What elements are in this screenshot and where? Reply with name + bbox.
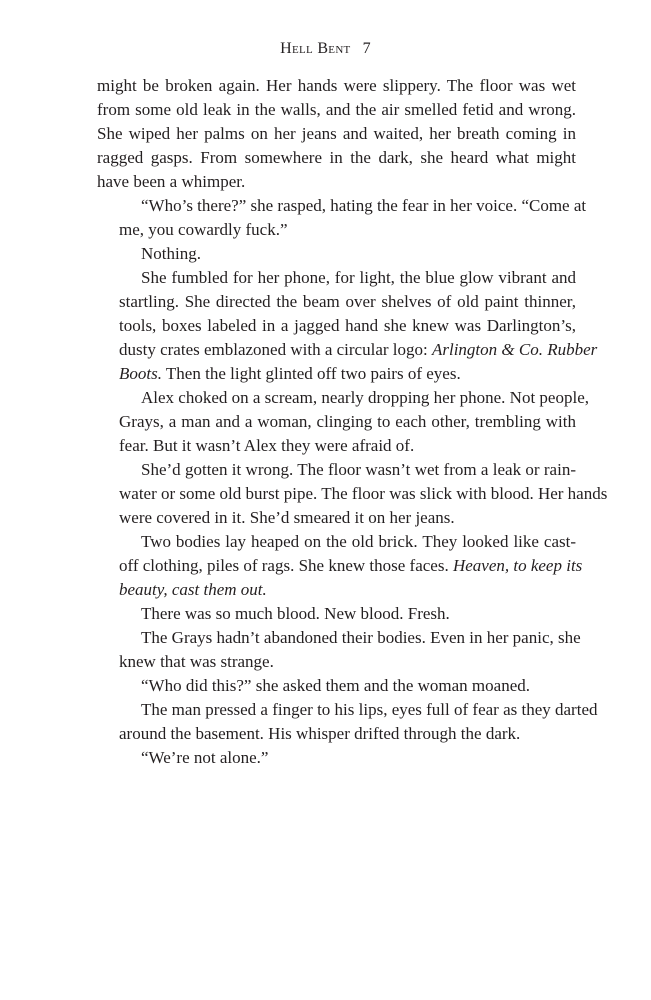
paragraph-1: [97, 74, 576, 194]
text-line: She fumbled for her phone, for light, the blue glow vibrant and: [141, 268, 576, 287]
text-line: “Who did this?” she asked them and the woman moaned.: [141, 676, 530, 695]
italic-text: Heaven, to keep its: [452, 556, 583, 575]
text-line: Two bodies lay heaped on the old brick. They looked like cast-: [141, 532, 576, 551]
paragraph-3: [97, 242, 576, 266]
text-line: have been a whimper.: [97, 172, 246, 191]
body-text: [97, 74, 608, 770]
text-line-mixed: [97, 554, 583, 578]
book-title: Hell Bent: [280, 40, 351, 57]
paragraph-9: [97, 626, 581, 674]
paragraph-11: [97, 698, 598, 746]
text-line: ragged gasps. From somewhere in the dark, she heard what might: [97, 148, 576, 167]
text-line: Alex choked on a scream, nearly dropping her phone. Not people,: [141, 388, 589, 407]
text-line: Nothing.: [141, 244, 201, 263]
paragraph-6: [97, 458, 608, 530]
paragraph-8: [97, 602, 576, 626]
text-line: around the basement. His whisper drifted through the dark.: [119, 724, 521, 743]
text-line-mixed: [97, 338, 598, 362]
text-line-mixed: [97, 362, 576, 386]
text-segment: dusty crates emblazoned with a circular logo:: [119, 340, 432, 359]
italic-text: Boots.: [119, 364, 162, 383]
text-line: There was so much blood. New blood. Fresh.: [141, 604, 450, 623]
text-line: Grays, a man and a woman, clinging to each other, trembling with: [119, 412, 576, 431]
text-line: might be broken again. Her hands were slippery. The floor was wet: [97, 76, 576, 95]
text-line: tools, boxes labeled in a jagged hand she knew was Darlington’s,: [119, 316, 576, 335]
text-line: The Grays hadn’t abandoned their bodies. Even in her panic, she: [141, 628, 581, 647]
text-line: startling. She directed the beam over shelves of old paint thinner,: [119, 292, 576, 311]
text-segment: off clothing, piles of rags. She knew those faces.: [119, 556, 453, 575]
text-line: “Who’s there?” she rasped, hating the fear in her voice. “Come at: [141, 196, 587, 215]
running-head: [0, 40, 651, 58]
text-line: “We’re not alone.”: [141, 748, 269, 767]
text-line: me, you cowardly fuck.”: [119, 220, 288, 239]
text-line-mixed: [97, 578, 576, 602]
text-line: were covered in it. She’d smeared it on her jeans.: [119, 508, 455, 527]
text-line: fear. But it wasn’t Alex they were afraid of.: [119, 436, 415, 455]
text-line: She’d gotten it wrong. The floor wasn’t wet from a leak or rain-: [141, 460, 576, 479]
paragraph-10: [97, 674, 576, 698]
paragraph-2: [97, 194, 587, 242]
text-line: from some old leak in the walls, and the air smelled fetid and wrong.: [97, 100, 576, 119]
paragraph-7: [97, 530, 583, 602]
text-line: She wiped her palms on her jeans and waited, her breath coming in: [97, 124, 576, 143]
text-line: water or some old burst pipe. The floor was slick with blood. Her hands: [119, 484, 608, 503]
text-line: knew that was strange.: [119, 652, 274, 671]
page-number: 7: [362, 40, 371, 57]
italic-text: beauty, cast them out.: [119, 580, 267, 599]
paragraph-12: [97, 746, 576, 770]
paragraph-4: [97, 266, 598, 386]
paragraph-5: [97, 386, 589, 458]
text-line: The man pressed a finger to his lips, eyes full of fear as they darted: [141, 700, 598, 719]
italic-text: Arlington & Co. Rubber: [431, 340, 598, 359]
text-segment: Then the light glinted off two pairs of eyes.: [161, 364, 461, 383]
